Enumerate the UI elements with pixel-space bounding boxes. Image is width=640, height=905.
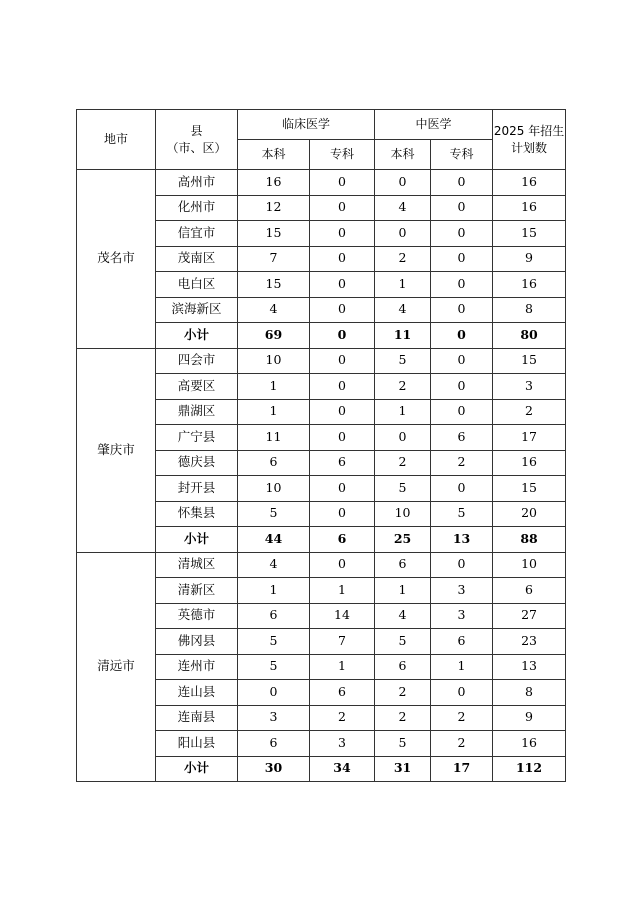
clinical-undergrad-cell: 6 bbox=[238, 450, 310, 476]
header-tcm-junior: 专科 bbox=[431, 140, 493, 170]
clinical-undergrad-cell: 4 bbox=[238, 297, 310, 323]
tcm-undergrad-cell: 10 bbox=[375, 501, 431, 527]
tcm-junior-cell: 0 bbox=[431, 374, 493, 400]
county-cell: 英德市 bbox=[156, 603, 238, 629]
county-cell: 阳山县 bbox=[156, 731, 238, 757]
enrollment-plan-table bbox=[76, 109, 566, 782]
plan-total-cell: 16 bbox=[493, 272, 566, 298]
table-row bbox=[77, 170, 566, 196]
clinical-undergrad-cell: 6 bbox=[238, 731, 310, 757]
table-row bbox=[77, 348, 566, 374]
tcm-undergrad-cell: 0 bbox=[375, 170, 431, 196]
tcm-undergrad-cell: 4 bbox=[375, 195, 431, 221]
tcm-undergrad-cell: 4 bbox=[375, 297, 431, 323]
tcm-undergrad-cell: 5 bbox=[375, 731, 431, 757]
tcm-undergrad-cell: 2 bbox=[375, 450, 431, 476]
header-clinical-undergrad: 本科 bbox=[238, 140, 310, 170]
clinical-junior-cell: 0 bbox=[310, 348, 375, 374]
tcm-junior-cell: 0 bbox=[431, 680, 493, 706]
plan-total-cell: 88 bbox=[493, 527, 566, 553]
county-cell: 佛冈县 bbox=[156, 629, 238, 655]
clinical-undergrad-cell: 15 bbox=[238, 272, 310, 298]
clinical-junior-cell: 0 bbox=[310, 323, 375, 349]
plan-total-cell: 16 bbox=[493, 195, 566, 221]
plan-total-cell: 2 bbox=[493, 399, 566, 425]
clinical-junior-cell: 34 bbox=[310, 756, 375, 782]
plan-total-cell: 20 bbox=[493, 501, 566, 527]
plan-total-cell: 112 bbox=[493, 756, 566, 782]
plan-total-cell: 15 bbox=[493, 476, 566, 502]
header-county-line2: （市、区） bbox=[166, 140, 227, 155]
clinical-junior-cell: 0 bbox=[310, 195, 375, 221]
clinical-junior-cell: 6 bbox=[310, 680, 375, 706]
clinical-junior-cell: 0 bbox=[310, 425, 375, 451]
tcm-junior-cell: 0 bbox=[431, 195, 493, 221]
clinical-undergrad-cell: 5 bbox=[238, 629, 310, 655]
clinical-undergrad-cell: 44 bbox=[238, 527, 310, 553]
county-cell: 连山县 bbox=[156, 680, 238, 706]
clinical-junior-cell: 0 bbox=[310, 221, 375, 247]
clinical-undergrad-cell: 1 bbox=[238, 374, 310, 400]
clinical-undergrad-cell: 69 bbox=[238, 323, 310, 349]
tcm-undergrad-cell: 5 bbox=[375, 348, 431, 374]
tcm-undergrad-cell: 1 bbox=[375, 399, 431, 425]
clinical-undergrad-cell: 30 bbox=[238, 756, 310, 782]
clinical-undergrad-cell: 12 bbox=[238, 195, 310, 221]
plan-total-cell: 80 bbox=[493, 323, 566, 349]
plan-total-cell: 9 bbox=[493, 705, 566, 731]
header-clinical-junior: 专科 bbox=[310, 140, 375, 170]
tcm-junior-cell: 0 bbox=[431, 552, 493, 578]
clinical-undergrad-cell: 11 bbox=[238, 425, 310, 451]
tcm-undergrad-cell: 2 bbox=[375, 705, 431, 731]
tcm-junior-cell: 3 bbox=[431, 578, 493, 604]
county-cell: 连州市 bbox=[156, 654, 238, 680]
clinical-junior-cell: 0 bbox=[310, 170, 375, 196]
tcm-undergrad-cell: 4 bbox=[375, 603, 431, 629]
county-cell: 化州市 bbox=[156, 195, 238, 221]
tcm-junior-cell: 17 bbox=[431, 756, 493, 782]
clinical-undergrad-cell: 5 bbox=[238, 501, 310, 527]
clinical-undergrad-cell: 7 bbox=[238, 246, 310, 272]
header-clinical: 临床医学 bbox=[238, 110, 375, 140]
subtotal-label: 小计 bbox=[156, 527, 238, 553]
header-county bbox=[156, 110, 238, 170]
tcm-junior-cell: 13 bbox=[431, 527, 493, 553]
plan-total-cell: 16 bbox=[493, 170, 566, 196]
county-cell: 高州市 bbox=[156, 170, 238, 196]
tcm-junior-cell: 0 bbox=[431, 272, 493, 298]
clinical-junior-cell: 0 bbox=[310, 246, 375, 272]
tcm-undergrad-cell: 31 bbox=[375, 756, 431, 782]
tcm-junior-cell: 0 bbox=[431, 170, 493, 196]
tcm-undergrad-cell: 25 bbox=[375, 527, 431, 553]
county-cell: 电白区 bbox=[156, 272, 238, 298]
table-body bbox=[77, 170, 566, 782]
county-cell: 清新区 bbox=[156, 578, 238, 604]
header-city: 地市 bbox=[77, 110, 156, 170]
clinical-undergrad-cell: 15 bbox=[238, 221, 310, 247]
header-plan-line2: 计划数 bbox=[511, 140, 548, 155]
header-county-line1: 县 bbox=[190, 124, 203, 139]
tcm-junior-cell: 0 bbox=[431, 246, 493, 272]
tcm-junior-cell: 0 bbox=[431, 399, 493, 425]
tcm-junior-cell: 5 bbox=[431, 501, 493, 527]
header-plan bbox=[493, 110, 566, 170]
clinical-junior-cell: 3 bbox=[310, 731, 375, 757]
tcm-junior-cell: 6 bbox=[431, 629, 493, 655]
clinical-junior-cell: 0 bbox=[310, 297, 375, 323]
plan-total-cell: 8 bbox=[493, 297, 566, 323]
plan-total-cell: 3 bbox=[493, 374, 566, 400]
plan-total-cell: 16 bbox=[493, 731, 566, 757]
tcm-junior-cell: 0 bbox=[431, 221, 493, 247]
county-cell: 广宁县 bbox=[156, 425, 238, 451]
tcm-undergrad-cell: 6 bbox=[375, 552, 431, 578]
tcm-junior-cell: 2 bbox=[431, 731, 493, 757]
clinical-undergrad-cell: 10 bbox=[238, 348, 310, 374]
header-tcm: 中医学 bbox=[375, 110, 493, 140]
clinical-junior-cell: 1 bbox=[310, 654, 375, 680]
tcm-undergrad-cell: 2 bbox=[375, 246, 431, 272]
tcm-undergrad-cell: 5 bbox=[375, 476, 431, 502]
tcm-junior-cell: 0 bbox=[431, 348, 493, 374]
tcm-junior-cell: 6 bbox=[431, 425, 493, 451]
city-cell: 肇庆市 bbox=[77, 348, 156, 552]
county-cell: 滨海新区 bbox=[156, 297, 238, 323]
county-cell: 信宜市 bbox=[156, 221, 238, 247]
plan-total-cell: 8 bbox=[493, 680, 566, 706]
plan-total-cell: 10 bbox=[493, 552, 566, 578]
clinical-undergrad-cell: 6 bbox=[238, 603, 310, 629]
tcm-undergrad-cell: 5 bbox=[375, 629, 431, 655]
header-plan-line1: 2025 年招生 bbox=[493, 124, 565, 139]
clinical-junior-cell: 0 bbox=[310, 374, 375, 400]
clinical-junior-cell: 0 bbox=[310, 501, 375, 527]
clinical-junior-cell: 14 bbox=[310, 603, 375, 629]
tcm-junior-cell: 0 bbox=[431, 323, 493, 349]
clinical-undergrad-cell: 3 bbox=[238, 705, 310, 731]
city-cell: 清远市 bbox=[77, 552, 156, 782]
clinical-undergrad-cell: 16 bbox=[238, 170, 310, 196]
tcm-undergrad-cell: 0 bbox=[375, 221, 431, 247]
clinical-undergrad-cell: 10 bbox=[238, 476, 310, 502]
plan-total-cell: 17 bbox=[493, 425, 566, 451]
tcm-junior-cell: 1 bbox=[431, 654, 493, 680]
clinical-junior-cell: 2 bbox=[310, 705, 375, 731]
clinical-undergrad-cell: 4 bbox=[238, 552, 310, 578]
tcm-undergrad-cell: 11 bbox=[375, 323, 431, 349]
county-cell: 四会市 bbox=[156, 348, 238, 374]
plan-total-cell: 6 bbox=[493, 578, 566, 604]
plan-total-cell: 15 bbox=[493, 221, 566, 247]
tcm-junior-cell: 0 bbox=[431, 476, 493, 502]
county-cell: 连南县 bbox=[156, 705, 238, 731]
county-cell: 鼎湖区 bbox=[156, 399, 238, 425]
tcm-undergrad-cell: 0 bbox=[375, 425, 431, 451]
clinical-junior-cell: 0 bbox=[310, 552, 375, 578]
tcm-junior-cell: 2 bbox=[431, 450, 493, 476]
tcm-undergrad-cell: 1 bbox=[375, 272, 431, 298]
clinical-junior-cell: 7 bbox=[310, 629, 375, 655]
header-row-1 bbox=[77, 110, 566, 140]
plan-total-cell: 27 bbox=[493, 603, 566, 629]
header-tcm-undergrad: 本科 bbox=[375, 140, 431, 170]
clinical-undergrad-cell: 1 bbox=[238, 399, 310, 425]
clinical-undergrad-cell: 1 bbox=[238, 578, 310, 604]
clinical-junior-cell: 1 bbox=[310, 578, 375, 604]
plan-total-cell: 13 bbox=[493, 654, 566, 680]
clinical-junior-cell: 0 bbox=[310, 476, 375, 502]
table-row bbox=[77, 552, 566, 578]
clinical-undergrad-cell: 0 bbox=[238, 680, 310, 706]
clinical-junior-cell: 0 bbox=[310, 272, 375, 298]
county-cell: 德庆县 bbox=[156, 450, 238, 476]
county-cell: 茂南区 bbox=[156, 246, 238, 272]
county-cell: 高要区 bbox=[156, 374, 238, 400]
tcm-undergrad-cell: 6 bbox=[375, 654, 431, 680]
clinical-undergrad-cell: 5 bbox=[238, 654, 310, 680]
clinical-junior-cell: 0 bbox=[310, 399, 375, 425]
tcm-undergrad-cell: 1 bbox=[375, 578, 431, 604]
plan-total-cell: 16 bbox=[493, 450, 566, 476]
tcm-undergrad-cell: 2 bbox=[375, 680, 431, 706]
clinical-junior-cell: 6 bbox=[310, 450, 375, 476]
city-cell: 茂名市 bbox=[77, 170, 156, 349]
clinical-junior-cell: 6 bbox=[310, 527, 375, 553]
tcm-junior-cell: 0 bbox=[431, 297, 493, 323]
plan-total-cell: 23 bbox=[493, 629, 566, 655]
plan-total-cell: 15 bbox=[493, 348, 566, 374]
county-cell: 清城区 bbox=[156, 552, 238, 578]
subtotal-label: 小计 bbox=[156, 323, 238, 349]
subtotal-label: 小计 bbox=[156, 756, 238, 782]
tcm-junior-cell: 3 bbox=[431, 603, 493, 629]
tcm-undergrad-cell: 2 bbox=[375, 374, 431, 400]
tcm-junior-cell: 2 bbox=[431, 705, 493, 731]
county-cell: 怀集县 bbox=[156, 501, 238, 527]
county-cell: 封开县 bbox=[156, 476, 238, 502]
plan-total-cell: 9 bbox=[493, 246, 566, 272]
